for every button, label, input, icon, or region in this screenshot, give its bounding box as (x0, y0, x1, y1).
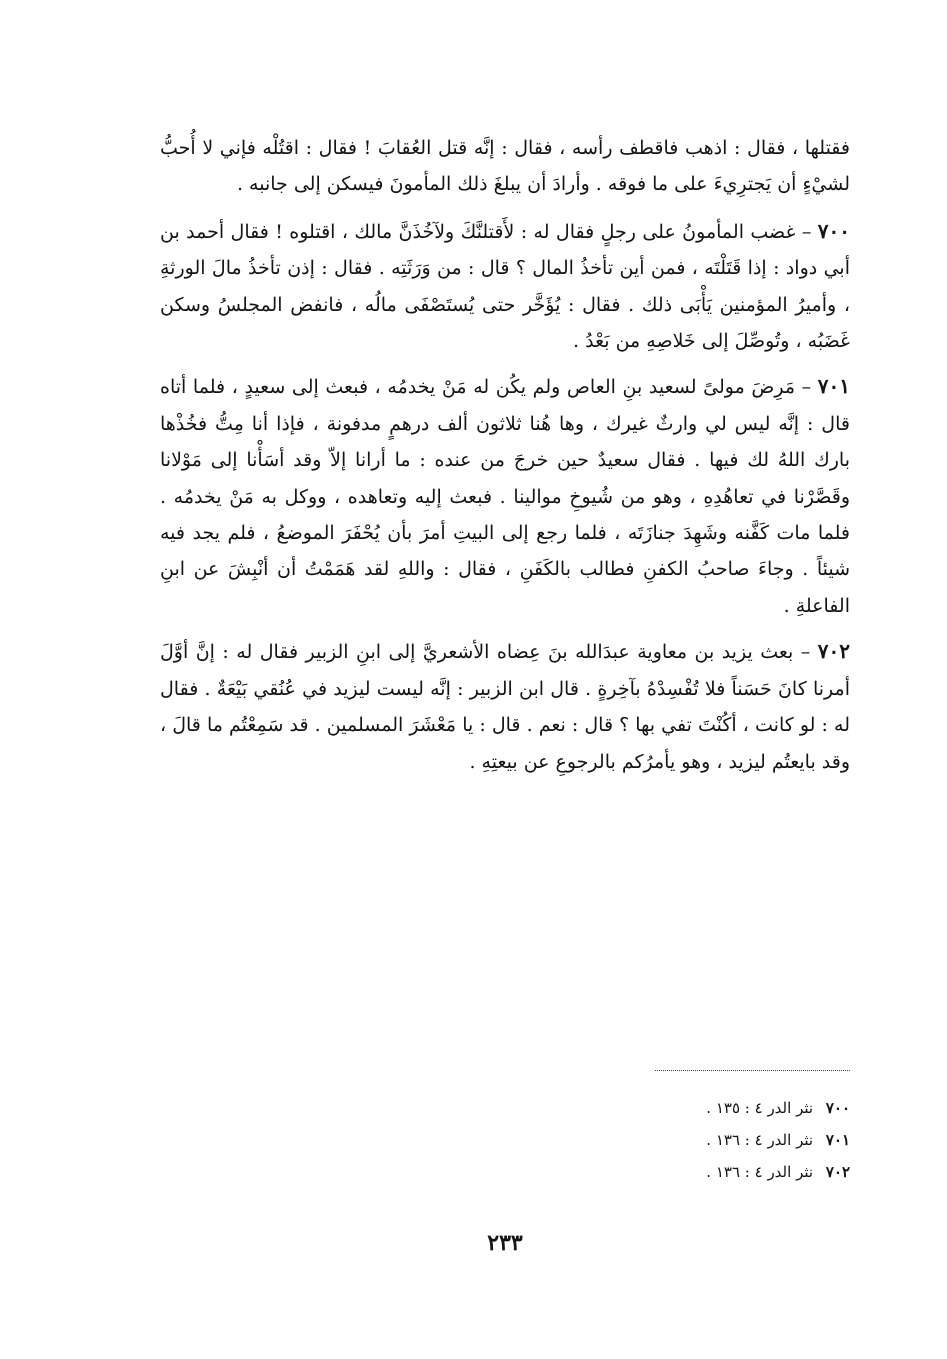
page-number: ٢٣٣ (487, 1230, 523, 1256)
entry-text: – غضب المأمونُ على رجلٍ فقال له : لأَقتلنَّكَ ولآخُذَنَّ مالك ، اقتلوه ! فقال أحمد بن أبي دواد : إذا قَتَلْتَه ، فمن أين تأخذُ المال ؟ قال : من وَرَثَتِه . فقال : إذن تأخذُ مالَ الورثةِ ، وأميرُ المؤمنين يَأْبَى ذلك . فقال : يُؤَخَّر حتى يُستَصْفَى مالُه ، فانفض المجلسُ وسكن غَضَبُه ، وتُوصِّلَ إلى خَلاصِهِ من بَعْدُ . (160, 220, 850, 353)
footnote-text: نثر الدر ٤ : ١٣٦ . (706, 1163, 814, 1181)
footnotes (450, 1092, 850, 1188)
entry-701 (160, 368, 850, 624)
entry-text: – بعث يزيد بن معاوية عبدَالله بنَ عِضاه الأشعريَّ إلى ابنِ الزبير فقال له : إنَّ أوَّلَ أمرنا كانَ حَسَناً فلا تُفْسِدْهُ بآخِرةٍ . قال ابن الزبير : إنَّه ليست ليزيد في عُنُقي بَيْعَةٌ . فقال له : لو كانت ، أكُنْتَ تفي بها ؟ قال : نعم . قال : يا مَعْشَرَ المسلمين . قد سَمِعْتُم ما قالَ ، وقد بايعتُم ليزيد ، وهو يأمرُكم بالرجوعِ عن بيعتِهِ . (160, 641, 850, 773)
book-page (160, 130, 850, 1270)
entry-700 (160, 213, 850, 360)
footnote-number: ٧٠٠ (825, 1099, 850, 1117)
footnote-702 (450, 1156, 850, 1188)
entry-text: – مَرِضَ مولىً لسعيد بنِ العاص ولم يكُن له مَنْ يخدمُه ، فبعث إلى سعيدٍ ، فلما أتاه قال : إنَّه ليس لي وارثٌ غيرك ، وها هُنا ثلاثون ألف درهمٍ مدفونة ، فإذا أنا مِتُّ فخُذْها بارك اللهُ لك فيها . فقال سعيدٌ حين خرجَ من عنده : ما أرانا إلاّ وقد أسَأْنا إلى مَوْلانا وقَصَّرْنا في تعاهُدِهِ ، وهو من شُيوخِ موالينا . فبعث إليه وتعاهده ، ووكل به مَنْ يخدمُه . فلما مات كَفَّنه وشَهِدَ جنازَتَه ، فلما رجع إلى البيتِ أمرَ بأن يُحْفَرَ الموضعُ ، فلم يجد فيه شيئاً . وجاءَ صاحبُ الكفنِ فطالب بالكَفَنِ ، فقال : واللهِ لقد هَمَمْتُ أن أنْبِشَ عن ابنِ الفاعلةِ . (160, 376, 850, 617)
footnote-divider (655, 1070, 850, 1071)
entry-number: ٧٠٢ (817, 639, 850, 664)
entry-number: ٧٠١ (817, 374, 850, 399)
footnote-700 (450, 1092, 850, 1124)
footnote-text: نثر الدر ٤ : ١٣٦ . (706, 1131, 814, 1149)
entry-number: ٧٠٠ (817, 218, 850, 243)
footnote-text: نثر الدر ٤ : ١٣٥ . (706, 1099, 814, 1117)
footnote-701 (450, 1124, 850, 1156)
entry-702 (160, 633, 850, 780)
footnote-number: ٧٠٢ (825, 1163, 850, 1181)
intro-paragraph: فقتلها ، فقال : اذهب فاقطف رأسه ، فقال : إنَّه قتل العُقابَ ! فقال : اقتُلْه فإني لا أُحبُّ لشيْءٍ أن يَجترِيءَ على ما فوقه . وأرادَ أن يبلغَ ذلك المأمونَ فيسكن إلى جانبه . (160, 137, 850, 196)
main-text (160, 130, 850, 780)
footnote-number: ٧٠١ (825, 1131, 850, 1149)
